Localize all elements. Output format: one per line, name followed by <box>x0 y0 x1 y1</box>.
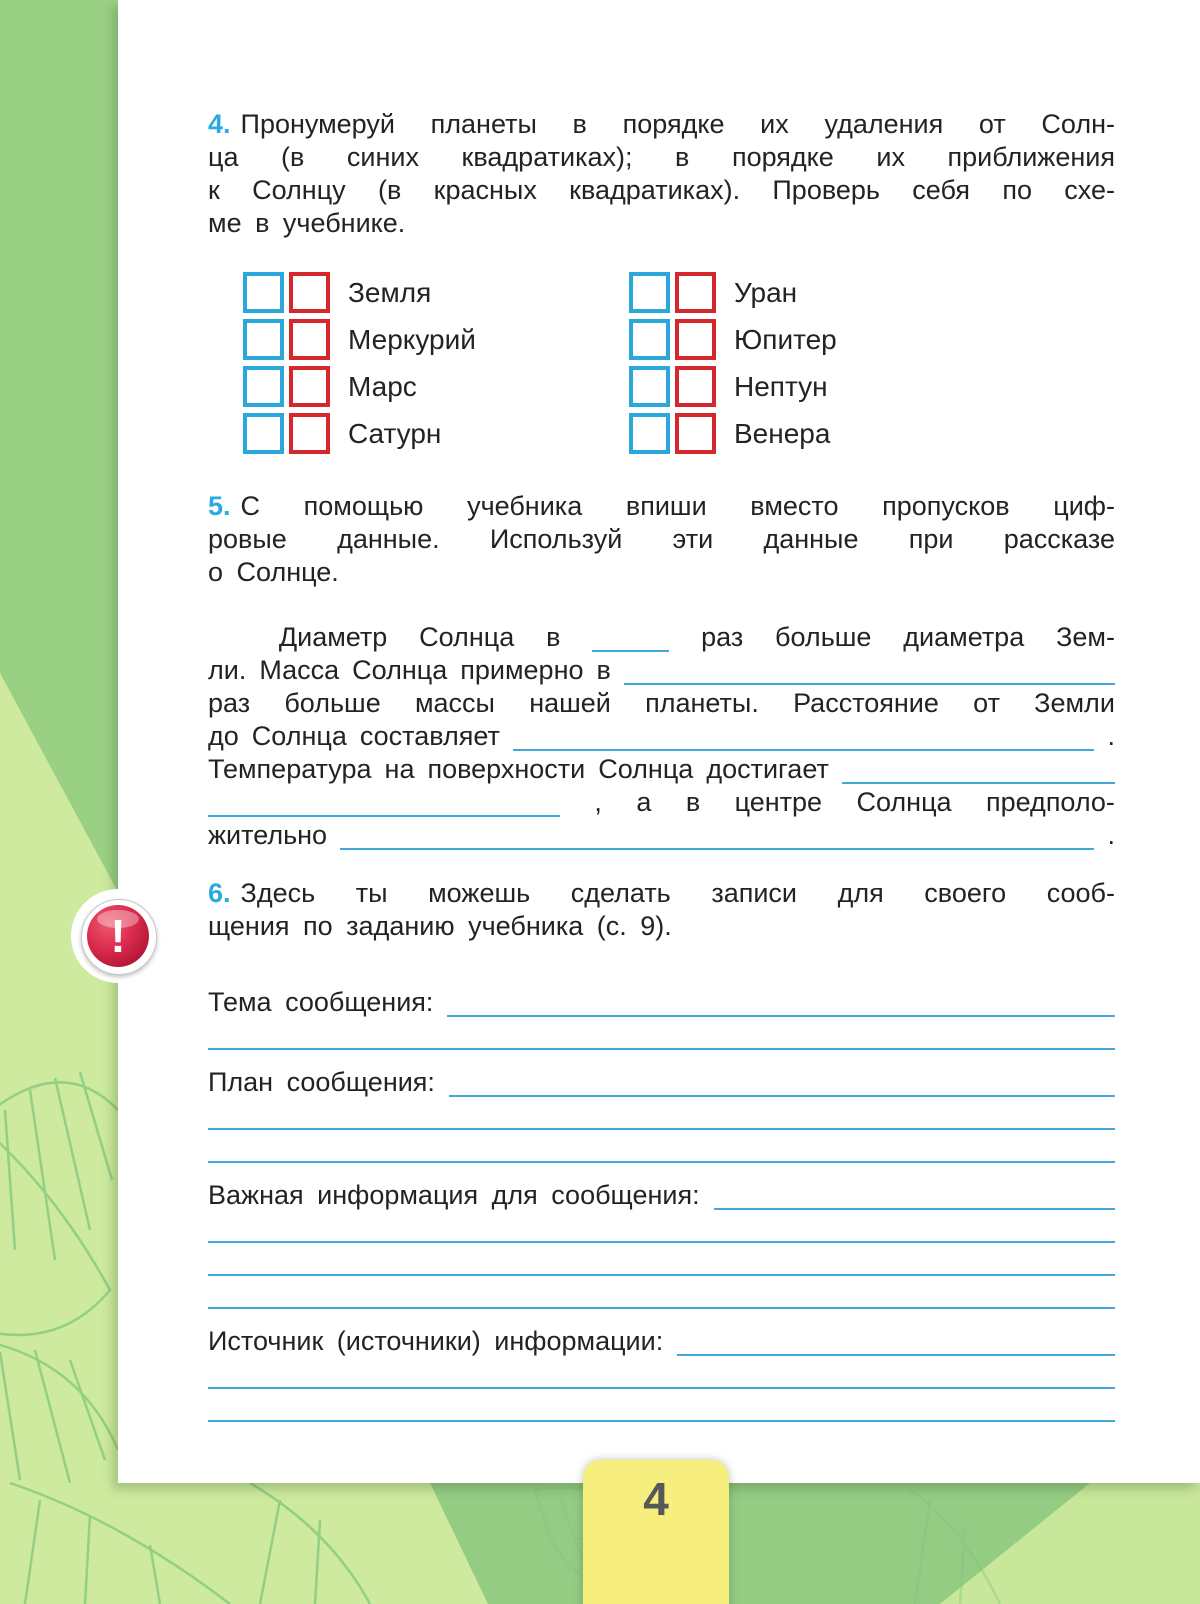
planet-row <box>243 319 476 360</box>
fill-word: раз <box>701 622 744 652</box>
fill-word: Масса <box>259 655 340 685</box>
order-from-sun-box[interactable] <box>629 272 670 313</box>
planet-label: Марс <box>348 370 417 402</box>
task-text-line: щения по заданию учебника (с. 9). <box>208 911 672 941</box>
writing-section-label: План сообщения: <box>208 1067 435 1097</box>
fill-line <box>208 653 1115 686</box>
fill-word: больше <box>284 688 381 718</box>
fill-word: диаметра <box>903 622 1025 652</box>
fill-word: Расстояние <box>793 688 939 718</box>
fill-in-blank[interactable] <box>340 840 1094 850</box>
writing-full-row <box>208 1131 1115 1164</box>
planet-row <box>629 272 837 313</box>
order-to-sun-box[interactable] <box>675 413 716 454</box>
writing-line[interactable] <box>447 1007 1115 1017</box>
planet-row <box>243 366 476 407</box>
order-to-sun-box[interactable] <box>289 319 330 360</box>
planet-row <box>243 413 476 454</box>
fill-line <box>208 785 1115 818</box>
fill-word: планеты. <box>645 688 759 718</box>
fill-word: . <box>1107 721 1115 751</box>
planet-row <box>629 319 837 360</box>
page-number-tab <box>583 1460 729 1604</box>
fill-word: поверхности <box>427 754 586 784</box>
fill-line <box>208 620 1115 653</box>
fill-in-blank[interactable] <box>592 642 669 652</box>
fill-line <box>208 752 1115 785</box>
fill-word: ли. <box>208 655 247 685</box>
fill-word: в <box>685 787 701 817</box>
fill-word: жительно <box>208 820 328 850</box>
writing-section-label: Важная информация для сообщения: <box>208 1180 700 1210</box>
order-from-sun-box[interactable] <box>243 366 284 407</box>
order-from-sun-box[interactable] <box>629 319 670 360</box>
fill-word: от <box>973 688 1000 718</box>
fill-word: составляет <box>359 721 500 751</box>
background-left-strip <box>0 0 118 1483</box>
fill-line <box>208 719 1115 752</box>
task5-paragraph <box>208 490 1115 589</box>
order-to-sun-box[interactable] <box>289 413 330 454</box>
writing-line[interactable] <box>714 1200 1115 1210</box>
writing-full-row <box>208 1211 1115 1244</box>
writing-section <box>208 1324 1115 1423</box>
fill-word: Диаметр <box>278 622 388 652</box>
order-to-sun-box[interactable] <box>675 272 716 313</box>
order-to-sun-box[interactable] <box>675 366 716 407</box>
planet-label: Уран <box>734 276 798 308</box>
fill-word: на <box>384 754 415 784</box>
fill-word: Солнца <box>352 655 448 685</box>
writing-label-row <box>208 1065 1115 1098</box>
writing-full-row <box>208 1357 1115 1390</box>
fill-word: примерно <box>460 655 584 685</box>
fill-word: предполо- <box>986 787 1115 817</box>
fill-word: массы <box>414 688 495 718</box>
task-text-line: ца (в синих квадратиках); в порядке их приближения <box>208 142 1115 172</box>
fill-line <box>208 686 1115 719</box>
writing-section <box>208 1178 1115 1310</box>
writing-section <box>208 1065 1115 1164</box>
order-to-sun-box[interactable] <box>289 272 330 313</box>
writing-line[interactable] <box>208 1233 1115 1243</box>
fill-word: раз <box>208 688 251 718</box>
task5-fill-in-paragraph <box>208 620 1115 851</box>
writing-line[interactable] <box>208 1153 1115 1163</box>
order-from-sun-box[interactable] <box>629 366 670 407</box>
writing-full-row <box>208 1098 1115 1131</box>
planet-row <box>243 272 476 313</box>
fill-word: центре <box>734 787 823 817</box>
writing-section <box>208 985 1115 1051</box>
order-from-sun-box[interactable] <box>243 413 284 454</box>
order-to-sun-box[interactable] <box>675 319 716 360</box>
order-to-sun-box[interactable] <box>289 366 330 407</box>
task-text-line: к Солнцу (в красных квадратиках). Проверь себя по схе- <box>208 175 1115 205</box>
fill-word: Солнца <box>856 787 952 817</box>
writing-line[interactable] <box>208 1299 1115 1309</box>
fill-in-blank[interactable] <box>208 807 560 817</box>
writing-line[interactable] <box>449 1087 1115 1097</box>
fill-word: , <box>594 787 602 817</box>
planet-label: Земля <box>348 276 432 308</box>
order-from-sun-box[interactable] <box>243 272 284 313</box>
fill-word: нашей <box>529 688 611 718</box>
writing-line[interactable] <box>208 1379 1115 1389</box>
fill-in-blank[interactable] <box>842 774 1115 784</box>
fill-word: Температура <box>208 754 372 784</box>
planet-label: Меркурий <box>348 323 476 355</box>
background-bottom-leafy-area <box>0 1483 500 1604</box>
task-number: 5. <box>208 491 231 521</box>
exclamation-glyph: ! <box>110 910 126 962</box>
exclamation-icon <box>87 905 149 967</box>
fill-word: а <box>636 787 652 817</box>
task-text-line: 5. С помощью учебника впиши вместо пропусков циф- <box>208 491 1115 521</box>
fill-word: Солнца <box>419 622 515 652</box>
fill-word: Солнца <box>598 754 694 784</box>
fill-word: в <box>596 655 611 685</box>
fill-line <box>208 818 1115 851</box>
writing-label-row <box>208 1324 1115 1357</box>
task6-writing-sections <box>208 985 1115 1423</box>
background-bottom-light-area <box>940 1483 1200 1604</box>
writing-full-row <box>208 1244 1115 1277</box>
task4-paragraph <box>208 108 1115 240</box>
fill-word: Солнца <box>251 721 347 751</box>
task-text-line: о Солнце. <box>208 557 339 587</box>
planet-row <box>629 366 837 407</box>
task-text-line: ровые данные. Используй эти данные при рассказе <box>208 524 1115 554</box>
order-from-sun-box[interactable] <box>243 319 284 360</box>
task-number: 4. <box>208 109 231 139</box>
fill-word: больше <box>775 622 872 652</box>
writing-line[interactable] <box>208 1266 1115 1276</box>
writing-full-row <box>208 1018 1115 1051</box>
planet-row <box>629 413 837 454</box>
page-number: 4 <box>643 1473 669 1525</box>
task-text-line: 6. Здесь ты можешь сделать записи для своего сооб- <box>208 878 1115 908</box>
fill-word: до <box>208 721 239 751</box>
writing-line[interactable] <box>677 1346 1115 1356</box>
fill-word: достигает <box>706 754 829 784</box>
planets-column-right <box>629 272 837 460</box>
task-number: 6. <box>208 878 231 908</box>
task-text-line: ме в учебнике. <box>208 208 406 238</box>
task6-paragraph <box>208 877 1115 943</box>
writing-section-label: Источник (источники) информации: <box>208 1326 664 1356</box>
writing-line[interactable] <box>208 1412 1115 1422</box>
planet-label: Нептун <box>734 370 828 402</box>
fill-in-blank[interactable] <box>513 741 1095 751</box>
fill-word: . <box>1107 820 1115 850</box>
writing-label-row <box>208 985 1115 1018</box>
planets-column-left <box>243 272 476 460</box>
order-from-sun-box[interactable] <box>629 413 670 454</box>
writing-full-row <box>208 1390 1115 1423</box>
writing-label-row <box>208 1178 1115 1211</box>
task-text-line: 4. Пронумеруй планеты в порядке их удаления от Солн- <box>208 109 1115 139</box>
planet-label: Сатурн <box>348 417 442 449</box>
writing-section-label: Тема сообщения: <box>208 987 434 1017</box>
background-left-light-area <box>0 0 118 1483</box>
planet-label: Венера <box>734 417 831 449</box>
planet-label: Юпитер <box>734 323 837 355</box>
fill-in-blank[interactable] <box>624 675 1115 685</box>
fill-word: в <box>546 622 561 652</box>
fill-word: Зем- <box>1056 622 1115 652</box>
fill-word: Земли <box>1034 688 1115 718</box>
writing-line[interactable] <box>208 1040 1115 1050</box>
writing-full-row <box>208 1277 1115 1310</box>
writing-line[interactable] <box>208 1120 1115 1130</box>
